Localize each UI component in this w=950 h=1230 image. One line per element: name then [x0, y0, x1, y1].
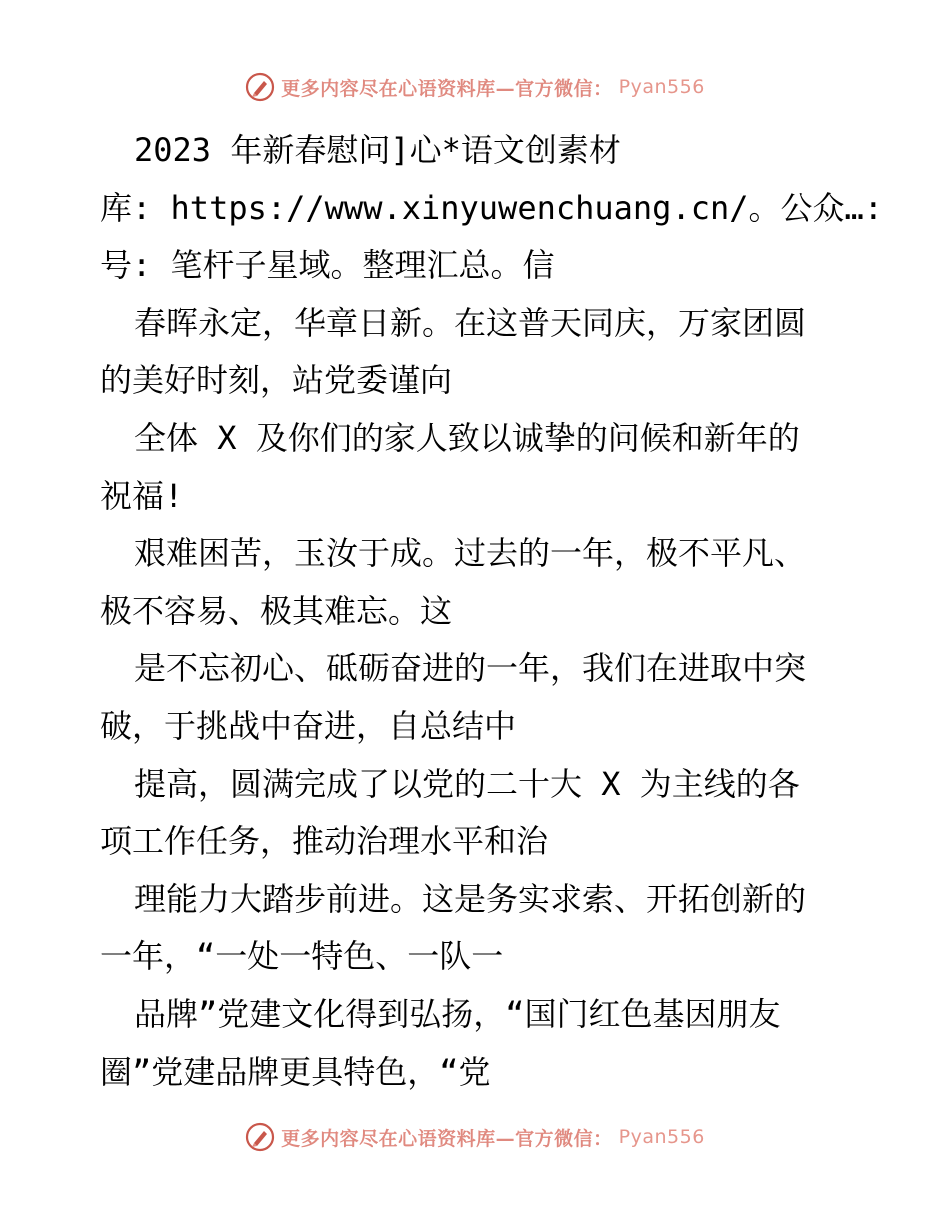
text-line: 极不容易、极其难忘。这: [100, 591, 453, 630]
watermark-text: 更多内容尽在心语资料库—官方微信：: [281, 1127, 613, 1150]
watermark-account: Pyan556: [618, 1126, 705, 1148]
text-line: 号: 笔杆子星域。整理汇总。信: [100, 246, 555, 285]
pen-seal-icon: [245, 1122, 275, 1152]
text-line: 提高，圆满完成了以党的二十大 X 为主线的各: [134, 764, 800, 803]
text-line: 是不忘初心、砥砺奋进的一年，我们在进取中突: [134, 649, 807, 688]
watermark-account: Pyan556: [618, 76, 705, 98]
text-line: 全体 X 及你们的家人致以诚挚的问候和新年的: [134, 418, 800, 457]
text-line: 春晖永定，华章日新。在这普天同庆，万家团圆: [134, 303, 807, 342]
letter-body: [100, 122, 884, 1101]
text-line: 破，于挑战中奋进，自总结中: [100, 706, 517, 745]
header-watermark: [0, 72, 950, 102]
text-line: 理能力大踏步前进。这是务实求索、开拓创新的: [134, 879, 807, 918]
text-line: 一年，“一处一特色、一队一: [100, 937, 504, 976]
text-line: 项工作任务，推动治理水平和治: [100, 822, 549, 861]
text-line: 祝福!: [100, 476, 184, 515]
text-line: 2023 年新春慰问]心*语文创素材: [134, 131, 621, 169]
text-line: 品牌”党建文化得到弘扬，“国门红色基因朋友: [134, 994, 781, 1033]
pen-seal-icon: [245, 72, 275, 102]
text-line: 的美好时刻，站党委谨向: [100, 361, 453, 400]
text-line: 库: https://www.xinyuwenchuang.cn/。公众…:: [100, 188, 884, 227]
footer-watermark: [0, 1122, 950, 1152]
text-line: 圈”党建品牌更具特色，“党: [100, 1052, 491, 1091]
watermark-text: 更多内容尽在心语资料库—官方微信：: [281, 77, 613, 100]
text-line: 艰难困苦，玉汝于成。过去的一年，极不平凡、: [134, 534, 807, 573]
